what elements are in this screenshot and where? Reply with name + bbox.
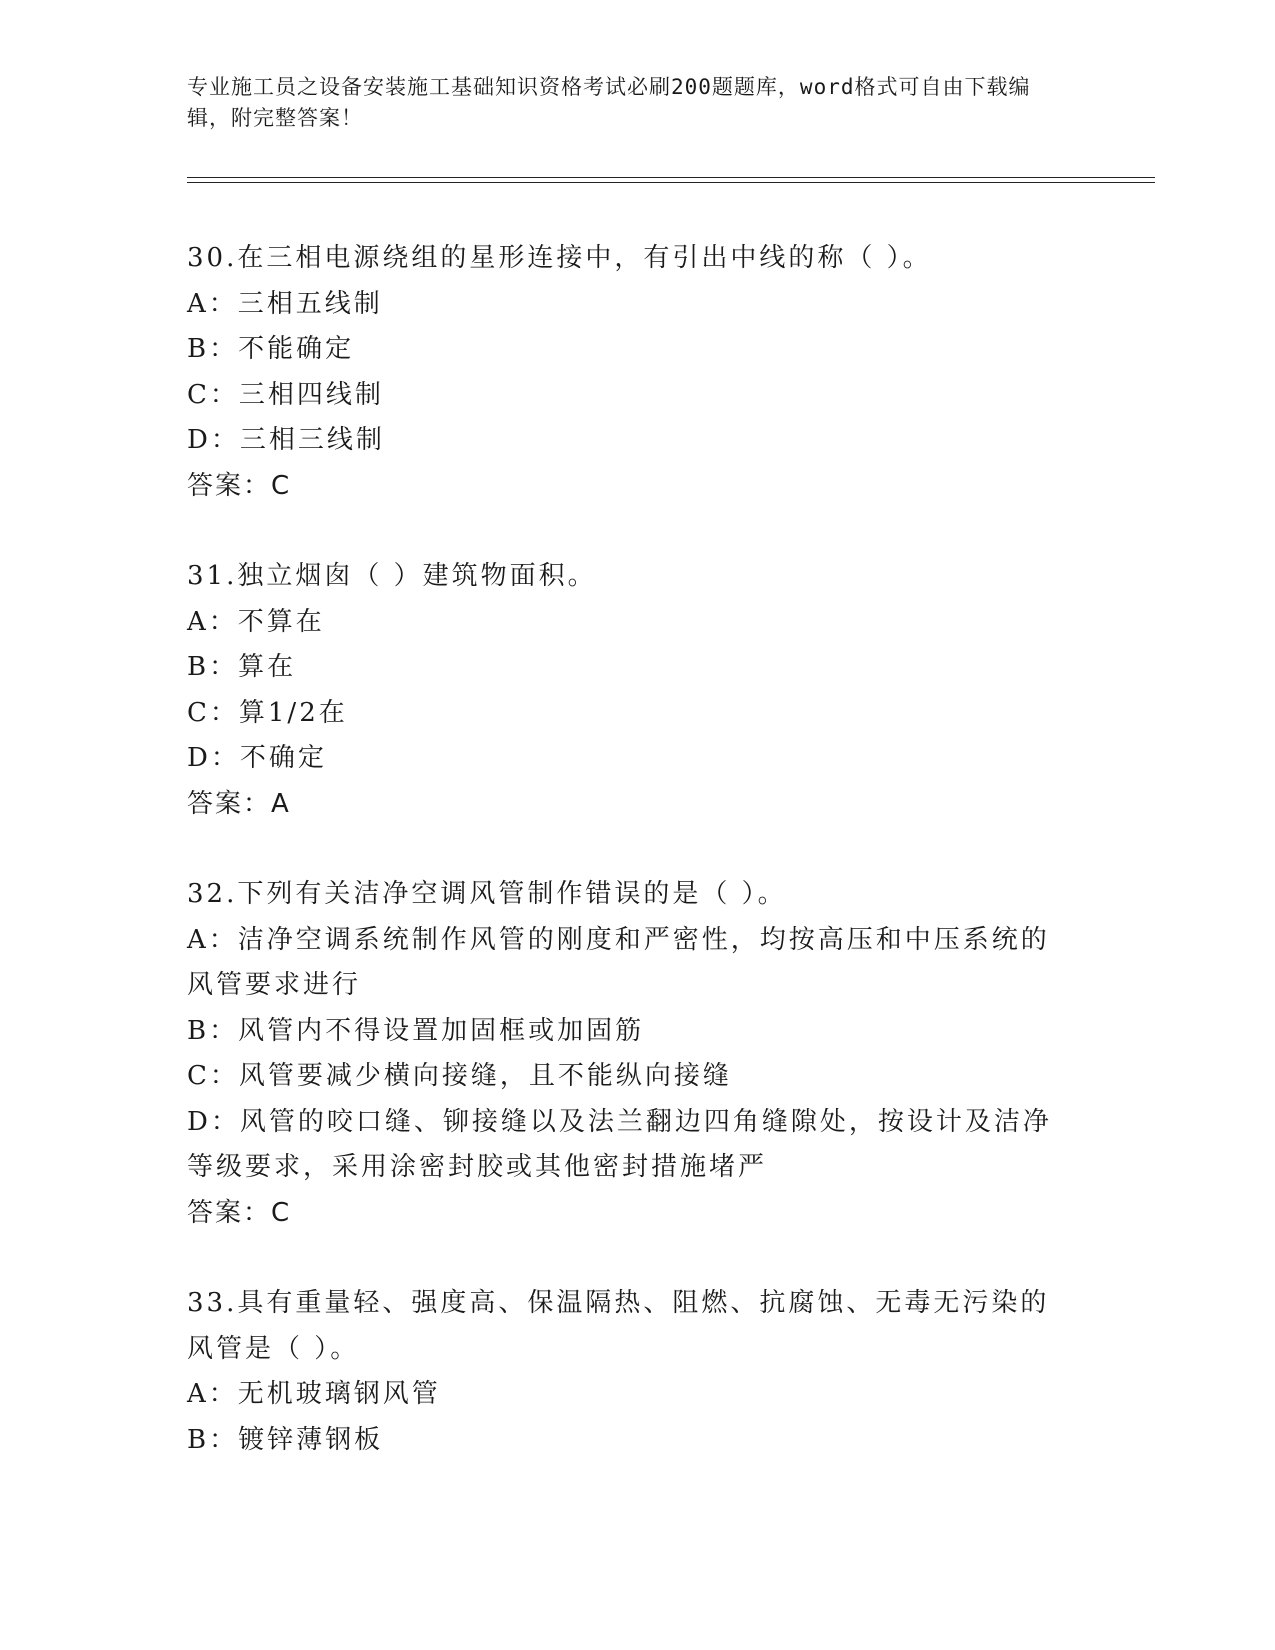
header-rule-thick <box>187 177 1155 178</box>
option-d: D：风管的咬口缝、铆接缝以及法兰翻边四角缝隙处，按设计及洁净等级要求，采用涂密封胶或其他密封措施堵严 <box>187 1106 1052 1182</box>
option-b: B：不能确定 <box>187 334 355 364</box>
answer: 答案：C <box>187 1197 292 1228</box>
option-d: D：不确定 <box>187 743 327 773</box>
question-list <box>187 236 1087 1508</box>
option-b: B：算在 <box>187 652 297 682</box>
option-a: A：无机玻璃钢风管 <box>187 1379 441 1409</box>
question-stem: 30.在三相电源绕组的星形连接中，有引出中线的称（ ）。 <box>187 243 932 273</box>
answer: 答案：C <box>187 470 292 501</box>
answer: 答案：A <box>187 788 291 819</box>
option-b: B：风管内不得设置加固框或加固筋 <box>187 1015 645 1046</box>
option-c: C：风管要减少横向接缝，且不能纵向接缝 <box>187 1061 732 1091</box>
question-stem: 31.独立烟囱（ ）建筑物面积。 <box>187 561 597 591</box>
option-a: A：不算在 <box>187 606 325 637</box>
option-b: B：镀锌薄钢板 <box>187 1424 384 1455</box>
question-31 <box>187 554 1087 827</box>
question-32 <box>187 872 1087 1236</box>
option-c: C：三相四线制 <box>187 379 384 410</box>
question-30 <box>187 236 1087 509</box>
option-a: A：三相五线制 <box>187 288 383 319</box>
header-rule-thin <box>187 182 1155 183</box>
question-33 <box>187 1281 1087 1463</box>
option-d: D：三相三线制 <box>187 425 385 455</box>
question-stem: 33.具有重量轻、强度高、保温隔热、阻燃、抗腐蚀、无毒无污染的风管是（ ）。 <box>187 1288 1050 1364</box>
document-header: 专业施工员之设备安装施工基础知识资格考试必刷200题题库，word格式可自由下载编辑，附完整答案！ <box>187 75 1031 130</box>
option-a: A：洁净空调系统制作风管的刚度和严密性，均按高压和中压系统的风管要求进行 <box>187 924 1050 1000</box>
question-stem: 32.下列有关洁净空调风管制作错误的是（ ）。 <box>187 879 787 909</box>
option-c: C：算1/2在 <box>187 697 348 728</box>
